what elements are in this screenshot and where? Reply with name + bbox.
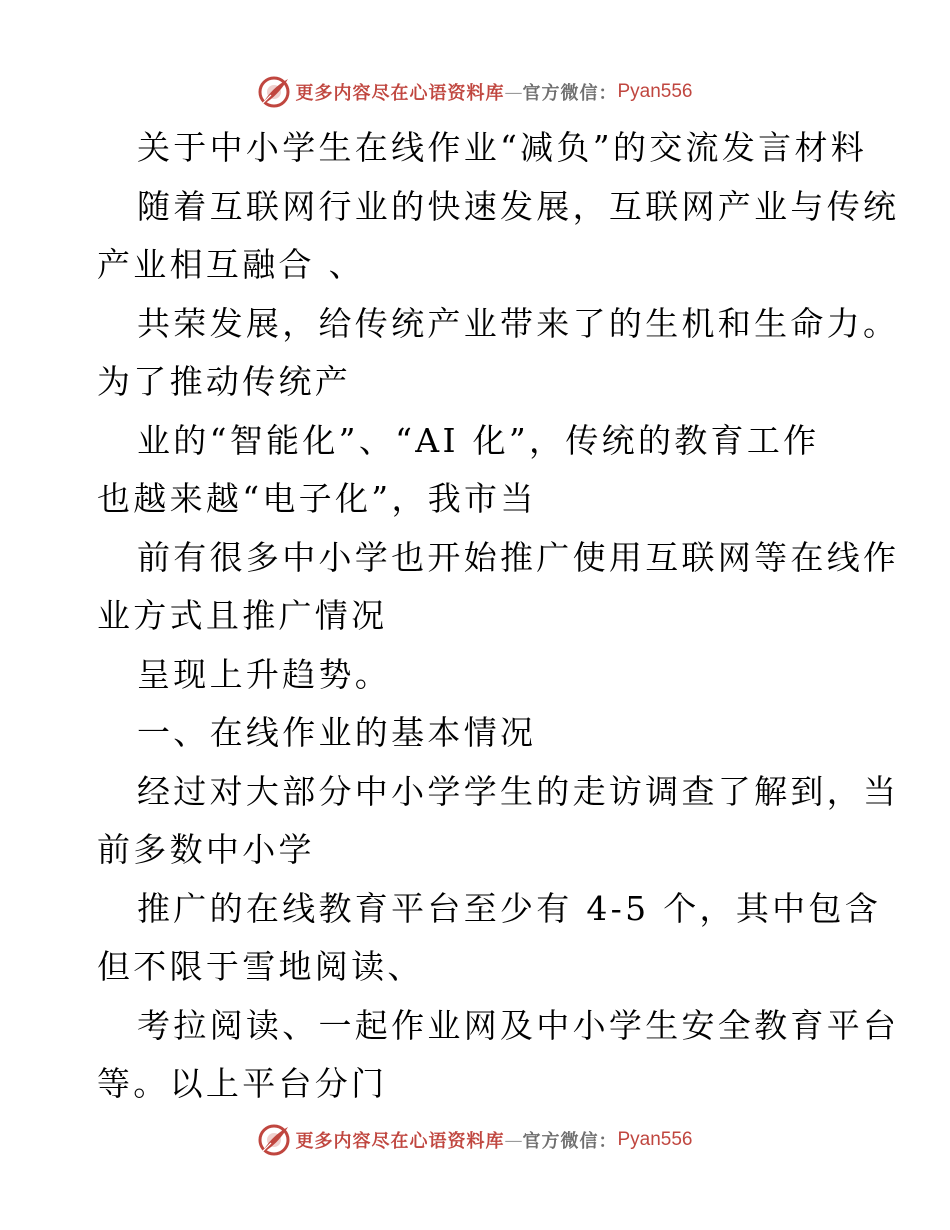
paragraph-line: 共荣发展，给传统产业带来了的生机和生命力。	[137, 303, 900, 343]
watermark-wechat-label: 官方微信：	[522, 1131, 618, 1152]
paragraph-line: 随着互联网行业的快速发展，互联网产业与传统	[137, 186, 900, 226]
watermark-account: Pyan556	[617, 1129, 693, 1150]
watermark-brand-text: 更多内容尽在心语资料库	[295, 1131, 505, 1152]
paragraph-line: 产业相互融合 、	[97, 245, 365, 284]
watermark-dash: —	[504, 1129, 523, 1151]
document-title: 关于中小学生在线作业“减负”的交流发言材料	[137, 128, 868, 167]
paragraph-line: 也越来越“电子化”，我市当	[97, 479, 537, 518]
paragraph-line: 考拉阅读、一起作业网及中小学生安全教育平台	[137, 1005, 900, 1045]
feather-pen-logo-icon	[257, 75, 291, 109]
feather-pen-logo-icon	[257, 1123, 291, 1157]
header-watermark	[0, 72, 950, 112]
paragraph-line: 等。以上平台分门	[97, 1064, 388, 1103]
paragraph-line: 业方式且推广情况	[97, 596, 388, 635]
paragraph-line: 前多数中小学	[97, 830, 315, 869]
watermark-brand-text: 更多内容尽在心语资料库	[295, 83, 505, 104]
paragraph-line: 业的“智能化”、“AI 化”，传统的教育工作	[137, 420, 820, 460]
paragraph-line: 经过对大部分中小学学生的走访调查了解到，当	[137, 771, 900, 811]
section-heading: 一、在线作业的基本情况	[137, 713, 537, 752]
paragraph-line: 前有很多中小学也开始推广使用互联网等在线作	[137, 537, 900, 577]
watermark-account: Pyan556	[617, 81, 693, 102]
paragraph-line: 但不限于雪地阅读、	[97, 947, 424, 986]
watermark-dash: —	[504, 81, 523, 103]
paragraph-line: 推广的在线教育平台至少有 4-5 个，其中包含	[137, 888, 882, 928]
document-body	[97, 119, 900, 1114]
paragraph-line: 呈现上升趋势。	[137, 654, 392, 694]
footer-watermark	[0, 1120, 950, 1160]
paragraph-line: 为了推动传统产	[97, 362, 352, 401]
watermark-wechat-label: 官方微信：	[522, 83, 618, 104]
